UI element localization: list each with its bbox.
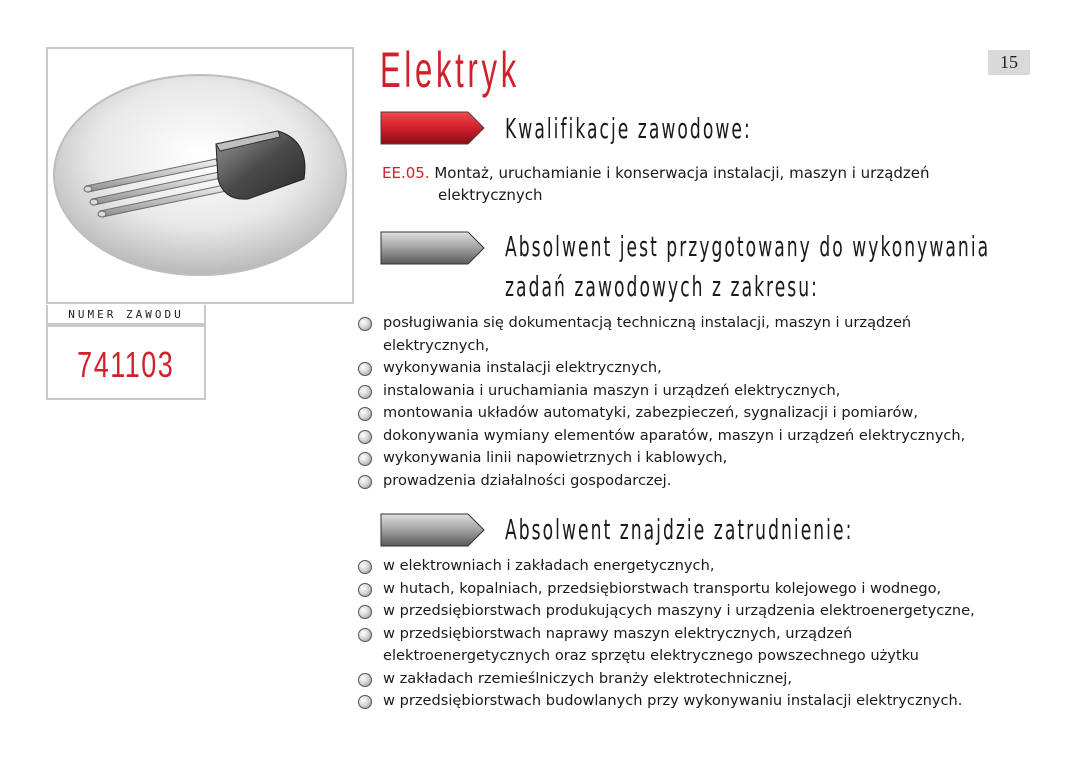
qualification-code: EE.05.: [382, 164, 430, 182]
list-item: prowadzenia działalności gospodarczej.: [358, 470, 965, 493]
list-item: elektrycznych,: [383, 336, 490, 354]
bullet-icon: [358, 583, 372, 597]
employment-heading: Absolwent znajdzie zatrudnienie:: [505, 513, 854, 546]
job-number-box: [46, 325, 206, 400]
red-arrow-icon: [380, 108, 486, 148]
bullet-icon: [358, 605, 372, 619]
list-item: montowania układów automatyki, zabezpieczeń, sygnalizacji i pomiarów,: [358, 402, 965, 425]
list-item: w przedsiębiorstwach naprawy maszyn elektrycznych, urządzeń: [358, 623, 975, 646]
bullet-icon: [358, 673, 372, 687]
gray-arrow-icon: [380, 510, 486, 550]
bullet-icon: [358, 407, 372, 421]
bullet-icon: [358, 452, 372, 466]
tasks-heading-line1: Absolwent jest przygotowany do wykonywania: [505, 230, 991, 263]
bullet-icon: [358, 430, 372, 444]
qualification-entry: [382, 162, 1002, 206]
page-number: 15: [988, 50, 1030, 75]
transistor-illustration: [46, 47, 354, 304]
list-item: elektroenergetycznych oraz sprzętu elektrycznego powszechnego użytku: [383, 647, 919, 664]
bullet-icon: [358, 695, 372, 709]
tasks-list: [358, 312, 965, 492]
list-item: w przedsiębiorstwach produkujących maszyny i urządzenia elektroenergetyczne,: [358, 600, 975, 623]
bullet-icon: [358, 317, 372, 331]
bullet-icon: [358, 362, 372, 376]
qualifications-heading: Kwalifikacje zawodowe:: [505, 112, 752, 145]
transistor-icon: [48, 49, 352, 302]
tasks-heading-line2: zadań zawodowych z zakresu:: [505, 270, 819, 303]
list-item: w przedsiębiorstwach budowlanych przy wykonywaniu instalacji elektrycznych.: [358, 690, 975, 713]
bullet-icon: [358, 628, 372, 642]
list-item: w elektrowniach i zakładach energetycznych,: [358, 555, 975, 578]
job-number-value: 741103: [77, 344, 175, 385]
list-item: posługiwania się dokumentacją techniczną instalacji, maszyn i urządzeń: [358, 312, 965, 335]
page-title: Elektryk: [380, 42, 521, 98]
job-number-label: NUMER ZAWODU: [46, 305, 206, 325]
bullet-icon: [358, 560, 372, 574]
employment-list: [358, 555, 975, 713]
bullet-icon: [358, 475, 372, 489]
list-item: dokonywania wymiany elementów aparatów, maszyn i urządzeń elektrycznych,: [358, 425, 965, 448]
qualification-text: Montaż, uruchamianie i konserwacja instalacji, maszyn i urządzeń: [434, 164, 930, 182]
bullet-icon: [358, 385, 372, 399]
qualification-text-cont: elektrycznych: [438, 186, 543, 204]
list-item: instalowania i uruchamiania maszyn i urządzeń elektrycznych,: [358, 380, 965, 403]
list-item: w hutach, kopalniach, przedsiębiorstwach transportu kolejowego i wodnego,: [358, 578, 975, 601]
list-item: w zakładach rzemieślniczych branży elektrotechnicznej,: [358, 668, 975, 691]
list-item: wykonywania linii napowietrznych i kablowych,: [358, 447, 965, 470]
gray-arrow-icon: [380, 228, 486, 268]
list-item: wykonywania instalacji elektrycznych,: [358, 357, 965, 380]
